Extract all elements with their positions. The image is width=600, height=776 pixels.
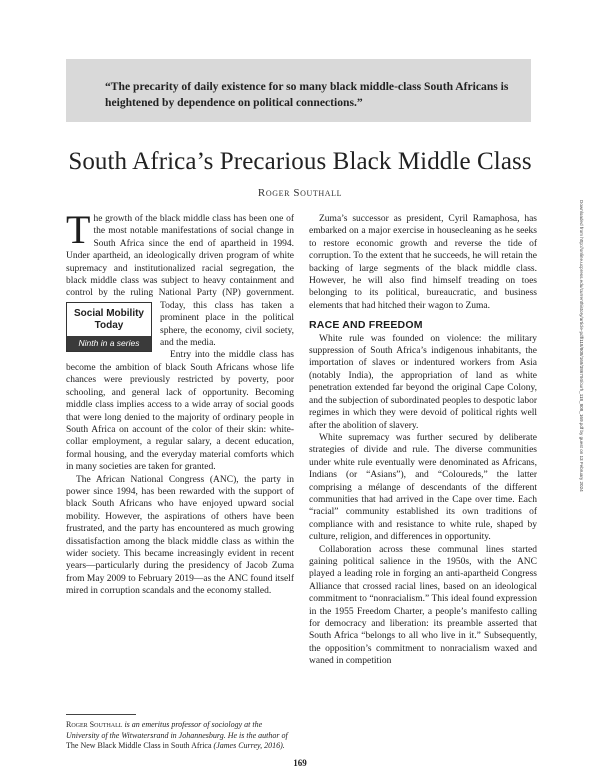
paragraph: The African National Congress (ANC), the party in power since 1994, has been rewarded with the support of black South Africans who have enjoyed upward social mobility. However, the aspirations of others have been frustrated, and the party has encountered as much growing dissatisfaction among the black middle class as within the wider society. This became increasingly evident in recent years—particularly during the presidency of Jacob Zuma from May 2009 to February 2019—as the ANC found itself mired in corruption scandals and the economy stalled. [66, 474, 294, 597]
pull-quote: “The precarity of daily existence for so many black middle-class South Africans is heightened by dependence on political connections.” [66, 59, 531, 122]
paragraph: White supremacy was further secured by deliberate strategies of divide and rule. The diverse communities under white rule eventually were denominated as Africans, Indians (or “Asians”), and “Coloureds,” the latter comprising a mélange of descendants of the different communities that had arrived in the Cape over time. Each “racial” community established its own traditions of compliance with and resistance to white rule, shaped by culture, religion, and differences in opportunity. [309, 432, 537, 543]
section-heading: RACE AND FREEDOM [309, 319, 423, 332]
right-column [309, 213, 537, 668]
download-watermark: Downloaded from http://online.ucpress.edu/currenthistory/article-pdf/118/808/169/386794/curh_118_808_169.pdf by guest on 13 February 2024 [579, 200, 584, 492]
author-footnote: Roger Southall is an emeritus professor of sociology at the University of the Witwatersrand in Johannesburg. He is the author of The New Black Middle Class in South Africa (James Currey, 2016). [66, 720, 288, 750]
series-box-label: Ninth in a series [67, 336, 151, 351]
paragraph: White rule was founded on violence: the military suppression of South Africa’s indigenous inhabitants, the importation of slaves or indentured workers from Asia (notably India), the appropriation of land as white penetration extended far beyond the original Cape Colony, and the subjection of subordinated peoples to despotic labor regimes in which they were devoid of political rights well after the abolition of slavery. [309, 333, 537, 431]
left-column [66, 207, 294, 598]
series-box-title: Social Mobility Today [73, 307, 144, 331]
intro-paragraph: The growth of the black middle class has been one of the most notable manifestations of social change in South Africa since the end of apartheid in 1994. Under apartheid, an ideologically driven program of white supremacy and institutionalized racial segregation, the black middle class was subject to heavy containment and control by the ruling National Party ( Social Mobility Today Ninth in a series NP) government. Today, this class has taken a prominent place in the political sphere, the economy, civil society, and the media. [66, 213, 294, 349]
paragraph: Collaboration across these communal lines started gaining political salience in the 1950s, with the ANC played a leading role in forging an anti-apartheid Congress Alliance that crossed racial lines, based on an ideological commitment to “nonracialism.” This ideal found expression in the 1955 Freedom Charter, a people’s manifesto calling for democracy and liberation: its preamble asserted that South Africa “belongs to all who live in it.” Subsequently, the opposition’s commitment to nonracialism waxed and waned in competition [309, 544, 537, 667]
article-title: South Africa’s Precarious Black Middle Class [68, 148, 532, 175]
series-box [66, 302, 152, 352]
drop-cap: T [66, 207, 91, 252]
author-byline: Roger Southall [257, 187, 343, 199]
paragraph: Entry into the middle class has become the ambition of black South Africans whose life chances were previously restricted by poverty, poor schooling, and general lack of opportunity. Becoming middle class implies access to a wide array of social goods that were long denied to the majority of ordinary people in South Africa on account of the color of their skin: white-collar employment, a regular salary, a decent education, formal housing, and the everyday material comforts which in many societies are taken for granted. [66, 350, 294, 473]
paragraph: Zuma’s successor as president, Cyril Ramaphosa, has embarked on a major exercise in housecleaning as he seeks to restore economic growth and reverse the tide of corruption. To the extent that he succeeds, he will retain the backing of large segments of the black middle class. However, he will also find himself treading on toes belonging to its political, bureaucratic, and business elements that had hitched their wagon to Zuma. [309, 214, 537, 311]
footnote-rule [66, 714, 136, 715]
page-number: 169 [293, 758, 307, 768]
